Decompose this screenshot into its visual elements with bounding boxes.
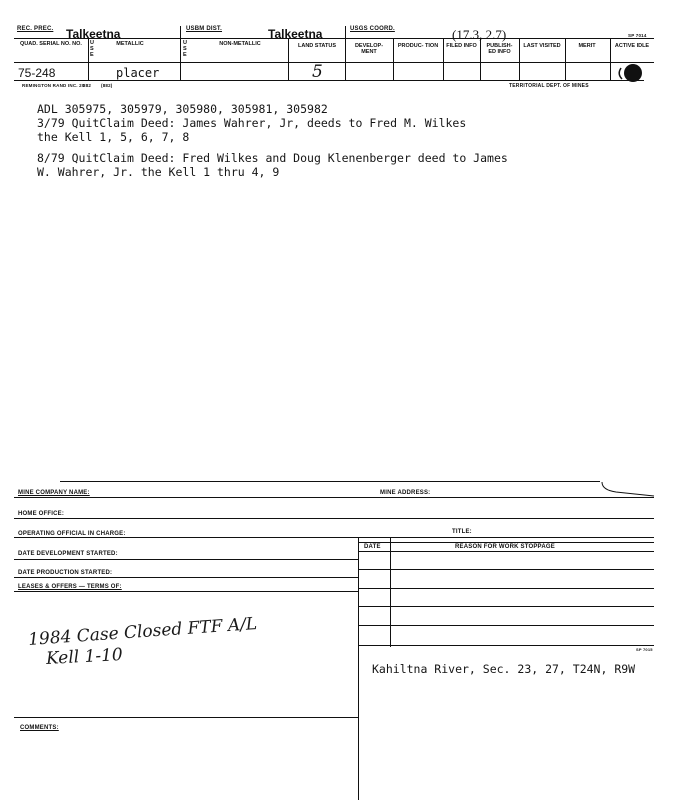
usgs-coord-label: USGS COORD. [350, 26, 395, 32]
date-prod-started-label: DATE PRODUCTION STARTED: [18, 570, 113, 576]
note-line-4: 8/79 QuitClaim Deed: Fred Wilkes and Doug Klenenberger deed to James [37, 151, 508, 165]
date-column-header: DATE [364, 544, 381, 550]
rec-prec-value: Talkeetna [66, 27, 121, 41]
col-land-status: LAND STATUS [298, 43, 336, 49]
reason-column-header: REASON FOR WORK STOPPAGE [455, 544, 555, 550]
leases-offers-label: LEASES & OFFERS — TERMS OF: [18, 584, 122, 590]
col-non-metallic: NON-METALLIC [219, 41, 261, 47]
metallic-value: placer [116, 66, 160, 80]
note-line-1: ADL 305975, 305979, 305980, 305981, 305982 [37, 102, 328, 116]
col-quad-serial: QUAD. SERIAL NO. NO. [20, 41, 82, 47]
active-marker [617, 62, 645, 84]
col-active-idle: ACTIVE IDLE [614, 43, 650, 49]
operating-official-label: OPERATING OFFICIAL IN CHARGE: [18, 531, 126, 537]
col-last-visited: LAST VISITED [523, 43, 561, 49]
serial-value: 75-248 [18, 66, 56, 80]
note-line-5: W. Wahrer, Jr. the Kell 1 thru 4, 9 [37, 165, 280, 179]
department-text: TERRITORIAL DEPT. OF MINES [509, 83, 589, 89]
form-code-2: SP 7015 [636, 647, 653, 652]
col-filed-info: FILED INFO [446, 43, 477, 49]
handwritten-line-2: Kell 1-10 [45, 645, 124, 669]
col-published-info: PUBLISH- ED INFO [486, 43, 513, 55]
form-code: SP 7014 [628, 33, 647, 38]
col-production: PRODUC- TION [397, 43, 439, 49]
note-line-3: the Kell 1, 5, 6, 7, 8 [37, 130, 190, 144]
land-status-value: 5 [312, 62, 323, 82]
col-metallic: METALLIC [116, 41, 144, 47]
handwritten-line-1: 1984 Case Closed FTF A/L [27, 614, 258, 650]
title-label: TITLE: [452, 529, 472, 535]
location-text: Kahiltna River, Sec. 23, 27, T24N, R9W [372, 662, 636, 676]
printer-code2: (882) [101, 83, 113, 88]
col-use-metallic: U S E [90, 40, 94, 58]
comments-label: COMMENTS: [20, 725, 59, 731]
date-dev-started-label: DATE DEVELOPMENT STARTED: [18, 551, 118, 557]
mine-address-label: MINE ADDRESS: [380, 490, 431, 496]
usbm-dist-label: USBM DIST. [186, 26, 223, 32]
usbm-dist-value: Talkeetna [268, 27, 323, 41]
col-development: DEVELOP- MENT [354, 43, 384, 55]
col-merit: MERIT [578, 43, 596, 49]
corner-curve [600, 476, 656, 498]
mine-company-name-label: MINE COMPANY NAME: [18, 490, 90, 496]
home-office-label: HOME OFFICE: [18, 511, 65, 517]
printer-text: REMINGTON RAND INC. 20 [22, 83, 85, 88]
usgs-coord-value: (17.3, 2.7) [452, 27, 507, 42]
printer-code: 882 [83, 83, 92, 88]
rec-prec-label: REC. PREC. [17, 26, 54, 32]
note-line-2: 3/79 QuitClaim Deed: James Wahrer, Jr, deeds to Fred M. Wilkes [37, 116, 467, 130]
col-use-nonmetallic: U S E [183, 40, 187, 58]
